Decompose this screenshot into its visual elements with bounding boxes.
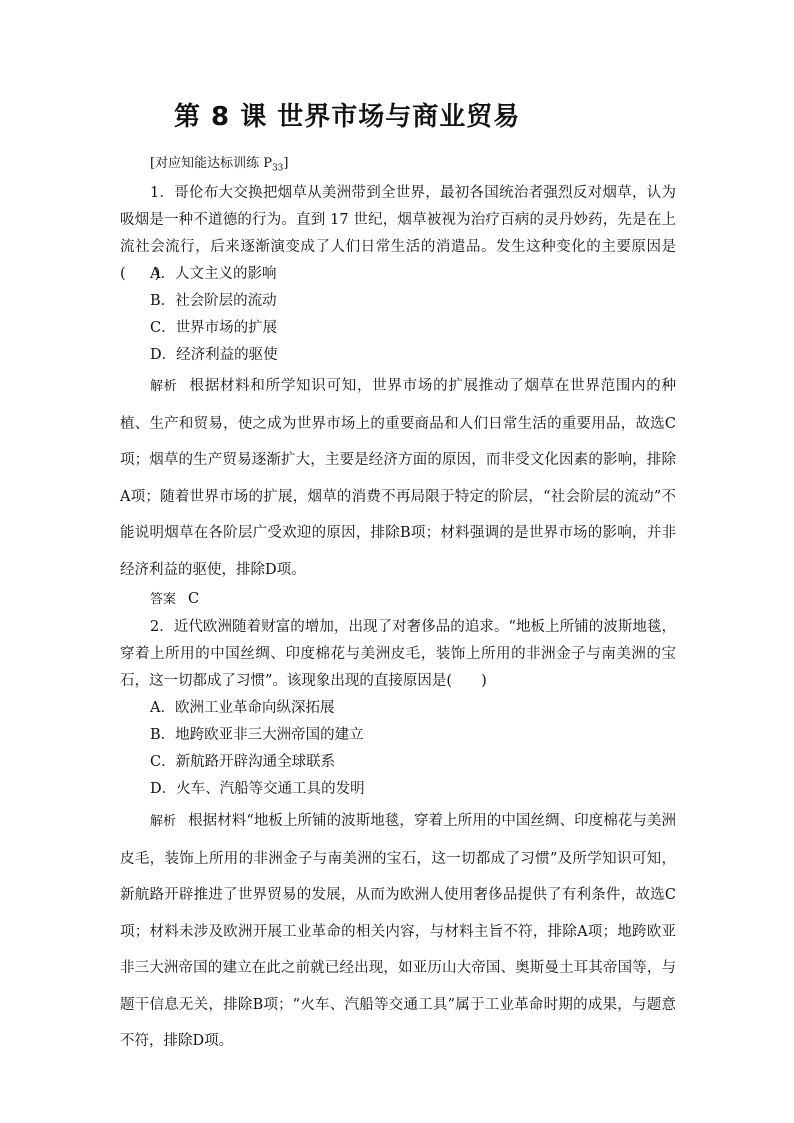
analysis-label: 解析 xyxy=(150,814,177,829)
question-2-analysis xyxy=(120,803,676,1060)
question-1-option-a: A．人文主义的影响 xyxy=(150,266,277,282)
analysis-text: 根据材料“地板上所铺的波斯地毯，穿着上所用的中国丝绸、印度棉花与美洲皮毛，装饰上所用的非洲金子与南美洲的宝石，这一切都成了习惯”及所学知识可知，新航路开辟推进了世界贸易的发展，从而为欧洲人使用奢侈品提供了有利条件，故选C项；材料未涉及欧洲开展工业革命的相关内容，与材料主旨不符，排除A项；地跨欧亚非三大洲帝国的建立在此之前就已经出现，如亚历山大帝国、奥斯曼土耳其帝国等，与题干信息无关，排除B项；“火车、汽船等交通工具”属于工业革命时期的成果，与题意不符，排除D项。 xyxy=(120,813,676,1049)
question-1-stem: 1．哥伦布大交换把烟草从美洲带到全世界，最初各国统治者强烈反对烟草，认为吸烟是一种不道德的行为。直到 17 世纪，烟草被视为治疗百病的灵丹妙药，先是在上流社会流行，后来逐渐演变成了人们日常生活的消遣品。发生这种变化的主要原因是( ) xyxy=(120,185,676,282)
question-1-answer xyxy=(150,586,199,613)
question-1-option-b: B．社会阶层的流动 xyxy=(150,293,277,309)
answer-label: 答案 xyxy=(150,592,177,607)
question-2-option-b: B．地跨欧亚非三大洲帝国的建立 xyxy=(150,727,364,743)
source-page-number: 33 xyxy=(271,163,284,174)
source-prefix: [对应知能达标训练 P xyxy=(150,156,272,171)
analysis-text: 根据材料和所学知识可知，世界市场的扩展推动了烟草在世界范围内的种植、生产和贸易，使之成为世界市场上的重要商品和人们日常生活的重要用品，故选C项；烟草的生产贸易逐渐扩大，主要是经济方面的原因，而非受文化因素的影响，排除A项；随着世界市场的扩展，烟草的消费不再局限于特定的阶层，“社会阶层的流动”不能说明烟草在各阶层广受欢迎的原因，排除B项；材料强调的是世界市场的影响，并非经济利益的驱使，排除D项。 xyxy=(120,378,676,578)
question-1-analysis xyxy=(120,368,676,588)
question-2-option-a: A．欧洲工业革命向纵深拓展 xyxy=(150,700,335,716)
source-suffix: ] xyxy=(283,156,289,171)
answer-value: C xyxy=(188,591,200,607)
question-2-option-d: D．火车、汽船等交通工具的发明 xyxy=(150,781,365,797)
question-2-stem: 2．近代欧洲随着财富的增加，出现了对奢侈品的追求。“地板上所铺的波斯地毯，穿着上所用的中国丝绸、印度棉花与美洲皮毛，装饰上所用的非洲金子与南美洲的宝石，这一切都成了习惯”。该现象出现的直接原因是( ) xyxy=(120,619,676,689)
question-2-option-c: C．新航路开辟沟通全球联系 xyxy=(150,754,336,770)
source-note xyxy=(150,152,288,174)
page-title: 第 8 课 世界市场与商业贸易 xyxy=(174,102,521,132)
question-1-option-d: D．经济利益的驱使 xyxy=(150,347,278,363)
analysis-label: 解析 xyxy=(150,379,178,394)
question-1-option-c: C．世界市场的扩展 xyxy=(150,320,278,336)
